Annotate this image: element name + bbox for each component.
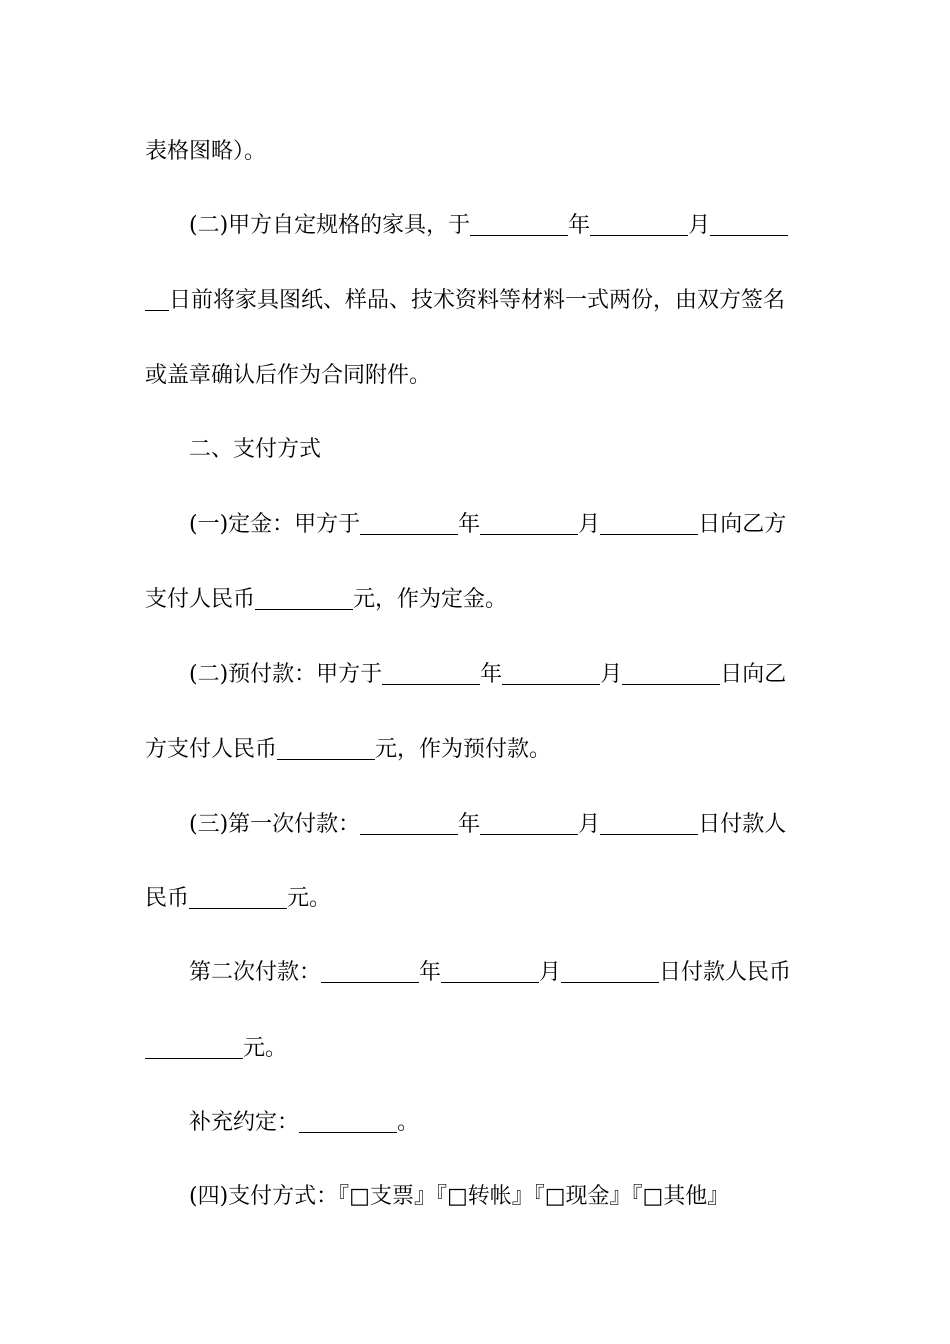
fill-blank[interactable] (480, 812, 578, 835)
fill-blank[interactable] (441, 960, 539, 983)
paragraph-line (145, 585, 805, 615)
paragraph-line (145, 361, 805, 391)
text: 第二次付款： (189, 960, 322, 985)
paragraph-line (189, 958, 805, 988)
paragraph-line (189, 510, 805, 540)
paragraph-line (145, 137, 805, 167)
fill-blank[interactable] (277, 737, 375, 760)
paragraph-line (189, 810, 805, 840)
text: 年 (480, 662, 503, 687)
text: 日付款人 (698, 812, 787, 837)
section-heading (189, 435, 805, 465)
fill-blank[interactable] (360, 812, 458, 835)
text: 月 (688, 213, 711, 238)
fill-blank[interactable] (710, 213, 788, 236)
paragraph-line (145, 1034, 805, 1064)
text: 方支付人民币 (145, 737, 278, 762)
paragraph-line (189, 1182, 805, 1212)
text: (一)定金：甲方于 (189, 512, 361, 537)
text: (三)第一次付款： (189, 812, 361, 837)
text: 日向乙方 (698, 512, 787, 537)
text: 月 (600, 662, 623, 687)
text: 月 (578, 512, 601, 537)
text: 日前将家具图纸、样品、技术资料等材料一式两份，由双方签名 (169, 288, 786, 313)
paragraph-line (189, 211, 805, 241)
text: 元。 (243, 1036, 288, 1061)
fill-blank[interactable] (145, 288, 169, 311)
text: 。 (397, 1110, 420, 1135)
text: 月 (539, 960, 562, 985)
text: 日向乙 (720, 662, 787, 687)
fill-blank[interactable] (561, 960, 659, 983)
text: 元，作为定金。 (353, 587, 508, 612)
fill-blank[interactable] (622, 662, 720, 685)
text: 年 (419, 960, 442, 985)
fill-blank[interactable] (299, 1110, 397, 1133)
text: 月 (578, 812, 601, 837)
fill-blank[interactable] (255, 587, 353, 610)
text: 支付人民币 (145, 587, 256, 612)
text: (四)支付方式：『□支票』『□转帐』『□现金』『□其他』 (189, 1184, 730, 1209)
fill-blank[interactable] (382, 662, 480, 685)
paragraph-line (189, 1108, 805, 1138)
text: 表格图略）。 (145, 139, 267, 164)
fill-blank[interactable] (590, 213, 688, 236)
text: 日付款人民币 (659, 960, 792, 985)
text: (二)预付款：甲方于 (189, 662, 383, 687)
text: 年 (458, 512, 481, 537)
fill-blank[interactable] (502, 662, 600, 685)
text: 元，作为预付款。 (375, 737, 552, 762)
paragraph-line (145, 735, 805, 765)
text: (二)甲方自定规格的家具，于 (189, 213, 471, 238)
text: 或盖章确认后作为合同附件。 (145, 363, 432, 388)
fill-blank[interactable] (480, 512, 578, 535)
text: 民币 (145, 886, 190, 911)
fill-blank[interactable] (189, 886, 287, 909)
paragraph-line (145, 286, 805, 316)
fill-blank[interactable] (321, 960, 419, 983)
paragraph-line (189, 660, 805, 690)
text: 二、支付方式 (189, 437, 322, 462)
fill-blank[interactable] (470, 213, 568, 236)
text: 补充约定： (189, 1110, 300, 1135)
text: 元。 (287, 886, 332, 911)
text: 年 (568, 213, 591, 238)
fill-blank[interactable] (600, 512, 698, 535)
fill-blank[interactable] (145, 1036, 243, 1059)
fill-blank[interactable] (600, 812, 698, 835)
text: 年 (458, 812, 481, 837)
paragraph-line (145, 884, 805, 914)
fill-blank[interactable] (360, 512, 458, 535)
